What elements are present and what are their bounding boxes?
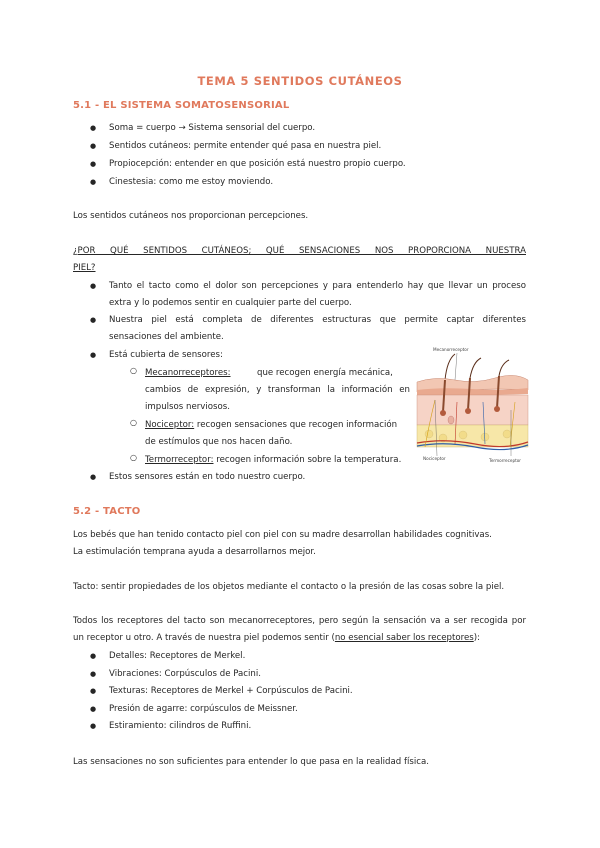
list-item: Propiocepción: entender en que posición está nuestro propio cuerpo.: [109, 159, 406, 169]
list-item: Está cubierta de sensores:: [109, 350, 223, 360]
sub-item-nociceptor: [145, 419, 397, 431]
paragraph: Todos los receptores del tacto son mecanorreceptores, pero según la sensación va a ser recogida por: [73, 616, 526, 626]
sub-item-text: recogen información sobre la temperatura.: [216, 455, 402, 465]
document-title: TEMA 5 SENTIDOS CUTÁNEOS: [197, 74, 403, 88]
bullet-dot: ●: [90, 705, 97, 713]
paragraph: [73, 632, 480, 644]
bullet-dot: ●: [90, 160, 97, 168]
list-item: Texturas: Receptores de Merkel + Corpúsculos de Pacini.: [109, 686, 353, 696]
list-item-cont: extra y lo podemos sentir en cualquier parte del cuerpo.: [109, 298, 352, 308]
paragraph: La estimulación temprana ayuda a desarrollarnos mejor.: [73, 547, 316, 557]
sub-item-text: de estímulos que nos hacen daño.: [145, 437, 293, 447]
bullet-dot: ●: [90, 722, 97, 730]
list-item: Vibraciones: Corpúsculos de Pacini.: [109, 669, 261, 679]
question-heading: ¿POR QUÉ SENTIDOS CUTÁNEOS; QUÉ SENSACIONES NOS PROPORCIONA NUESTRA: [73, 246, 526, 256]
bullet-dot: ●: [90, 670, 97, 678]
sub-item-mecanorreceptores: [145, 367, 231, 379]
sub-bullet-circle: ○: [130, 453, 137, 462]
term-termorreceptor: Termorreceptor:: [145, 455, 214, 465]
label-termorreceptor: Termorreceptor: [489, 458, 522, 463]
list-item: Presión de agarre: corpúsculos de Meissner.: [109, 704, 298, 714]
list-item: Estiramiento: cilindros de Ruffini.: [109, 721, 252, 731]
paragraph: Tacto: sentir propiedades de los objetos mediante el contacto o la presión de las cosas sobre la piel.: [73, 582, 505, 592]
section-heading-5-2: 5.2 - TACTO: [73, 506, 141, 517]
skin-diagram: [415, 340, 530, 468]
paragraph: Los bebés que han tenido contacto piel con piel con su madre desarrollan habilidades cognitivas.: [73, 530, 492, 540]
sub-bullet-circle: ○: [130, 418, 137, 427]
bullet-dot: ●: [90, 124, 97, 132]
section-heading-5-1: 5.1 - EL SISTEMA SOMATOSENSORIAL: [73, 100, 290, 111]
sub-item-text: recogen sensaciones que recogen información: [196, 420, 398, 430]
sub-bullet-circle: ○: [130, 366, 137, 375]
paragraph-text: ):: [473, 633, 480, 643]
sub-item-text: que recogen energía mecánica,: [257, 368, 393, 378]
bullet-dot: ●: [90, 142, 97, 150]
list-item: Sentidos cutáneos: permite entender qué pasa en nuestra piel.: [109, 141, 382, 151]
term-nociceptor: Nociceptor:: [145, 420, 195, 430]
bullet-dot: ●: [90, 316, 97, 324]
paragraph: Los sentidos cutáneos nos proporcionan percepciones.: [73, 211, 309, 221]
paragraph-text: un receptor u otro. A través de nuestra piel podemos sentir (: [73, 633, 335, 643]
underlined-note: no esencial saber los receptores: [334, 633, 474, 643]
list-item: Estos sensores están en todo nuestro cuerpo.: [109, 472, 306, 482]
list-item-cont: sensaciones del ambiente.: [109, 332, 224, 342]
bullet-dot: ●: [90, 473, 97, 481]
label-mecanorreceptor: Mecanorreceptor: [433, 347, 469, 352]
bullet-dot: ●: [90, 178, 97, 186]
label-nociceptor: Nociceptor: [423, 456, 446, 461]
term-mecanorreceptores: Mecanorreceptores:: [145, 368, 231, 378]
bullet-dot: ●: [90, 282, 97, 290]
sub-item-text: cambios de expresión, y transforman la información en: [145, 385, 410, 395]
question-heading-cont: PIEL?: [73, 263, 96, 273]
paragraph: Las sensaciones no son suficientes para entender lo que pasa en la realidad física.: [73, 757, 429, 767]
list-item: Cinestesia: como me estoy moviendo.: [109, 177, 274, 187]
list-item: Nuestra piel está completa de diferentes estructuras que permite captar diferentes: [109, 315, 526, 325]
sub-item-text: impulsos nerviosos.: [145, 402, 230, 412]
sub-item-termorreceptor: [145, 454, 401, 466]
bullet-dot: ●: [90, 652, 97, 660]
list-item: Tanto el tacto como el dolor son percepciones y para entenderlo hay que llevar un proceso: [109, 281, 526, 291]
bullet-dot: ●: [90, 351, 97, 359]
bullet-dot: ●: [90, 687, 97, 695]
list-item: Detalles: Receptores de Merkel.: [109, 651, 246, 661]
list-item: Soma = cuerpo → Sistema sensorial del cuerpo.: [109, 123, 316, 133]
